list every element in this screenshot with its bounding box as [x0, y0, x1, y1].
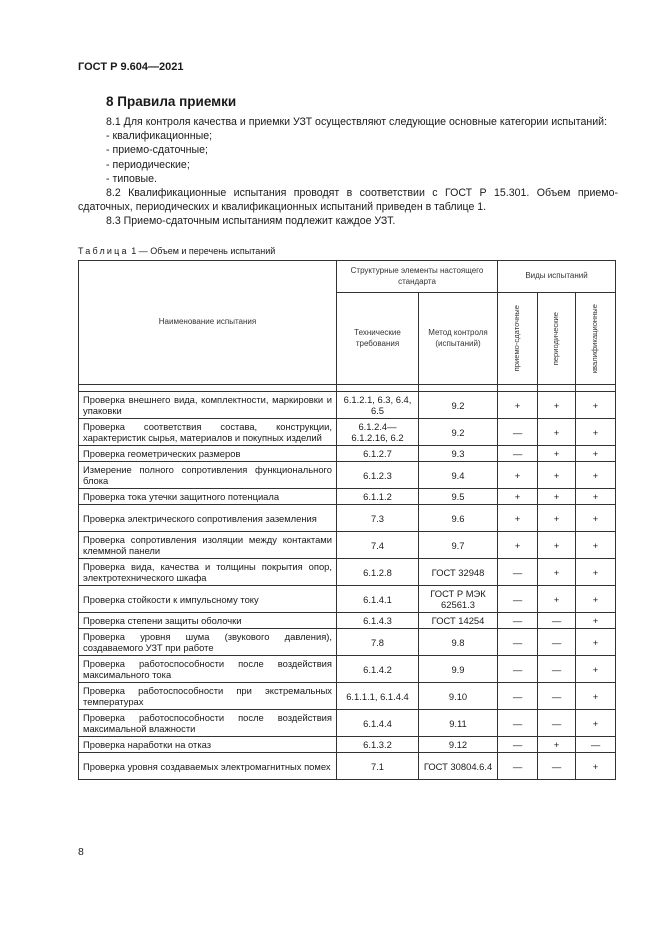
acceptance-cell: —: [498, 419, 538, 446]
acceptance-cell: —: [498, 613, 538, 629]
test-name-cell: Проверка наработки на отказ: [79, 737, 337, 753]
tech-requirements-cell: 6.1.2.1, 6.3, 6.4, 6.5: [337, 392, 419, 419]
periodic-cell: +: [538, 419, 576, 446]
qualification-cell: +: [576, 392, 616, 419]
tech-requirements-cell: 6.1.4.1: [337, 586, 419, 613]
header-control-method: Метод контроля (испытаний): [419, 293, 498, 385]
table-row: [79, 392, 616, 419]
body-text: [78, 115, 618, 229]
qualification-cell: +: [576, 489, 616, 505]
control-method-cell: ГОСТ Р МЭК 62561.3: [419, 586, 498, 613]
acceptance-cell: +: [498, 392, 538, 419]
periodic-cell: +: [538, 737, 576, 753]
table-caption: [78, 246, 275, 256]
periodic-cell: —: [538, 710, 576, 737]
test-name-cell: Проверка уровня шума (звукового давления), создаваемого УЗТ при работе: [79, 629, 337, 656]
section-title: 8 Правила приемки: [106, 94, 237, 109]
header-acceptance: приемо-сдаточные: [512, 305, 522, 372]
acceptance-cell: —: [498, 656, 538, 683]
control-method-cell: 9.2: [419, 419, 498, 446]
qualification-cell: +: [576, 419, 616, 446]
tech-requirements-cell: 6.1.4.2: [337, 656, 419, 683]
acceptance-cell: —: [498, 737, 538, 753]
periodic-cell: +: [538, 532, 576, 559]
control-method-cell: ГОСТ 14254: [419, 613, 498, 629]
qualification-cell: +: [576, 559, 616, 586]
table-row: [79, 419, 616, 446]
acceptance-cell: +: [498, 532, 538, 559]
qualification-cell: —: [576, 737, 616, 753]
qualification-cell: +: [576, 710, 616, 737]
table-row: [79, 586, 616, 613]
tech-requirements-cell: 6.1.2.7: [337, 446, 419, 462]
paragraph-8-1: 8.1 Для контроля качества и приемки УЗТ осуществляют следующие основные категории испытаний:: [106, 116, 608, 128]
table-row: [79, 559, 616, 586]
header-test-types: Виды испытаний: [498, 261, 616, 293]
periodic-cell: +: [538, 586, 576, 613]
tech-requirements-cell: 6.1.1.1, 6.1.4.4: [337, 683, 419, 710]
test-name-cell: Проверка уровня создаваемых электромагнитных помех: [79, 753, 337, 780]
qualification-cell: +: [576, 462, 616, 489]
table-row: [79, 656, 616, 683]
periodic-cell: +: [538, 462, 576, 489]
header-qualification: квалификационные: [590, 303, 600, 374]
control-method-cell: 9.11: [419, 710, 498, 737]
list-item: - периодические;: [106, 158, 190, 171]
control-method-cell: 9.2: [419, 392, 498, 419]
list-item: - квалификационные;: [106, 130, 213, 143]
test-name-cell: Проверка внешнего вида, комплектности, маркировки и упаковки: [79, 392, 337, 419]
qualification-cell: +: [576, 446, 616, 462]
header-test-name: Наименование испытания: [79, 261, 337, 385]
control-method-cell: ГОСТ 32948: [419, 559, 498, 586]
tech-requirements-cell: 7.1: [337, 753, 419, 780]
acceptance-cell: —: [498, 629, 538, 656]
test-name-cell: Проверка работоспособности при экстремальных температурах: [79, 683, 337, 710]
table-row: [79, 753, 616, 780]
table-row: [79, 629, 616, 656]
tech-requirements-cell: 6.1.3.2: [337, 737, 419, 753]
table-row: [79, 446, 616, 462]
document-header: ГОСТ Р 9.604—2021: [78, 61, 184, 73]
control-method-cell: 9.5: [419, 489, 498, 505]
acceptance-cell: —: [498, 683, 538, 710]
test-name-cell: Проверка работоспособности после воздействия максимального тока: [79, 656, 337, 683]
qualification-cell: +: [576, 532, 616, 559]
paragraph-8-3: 8.3 Приемо-сдаточным испытаниям подлежит каждое УЗТ.: [106, 215, 396, 228]
qualification-cell: +: [576, 753, 616, 780]
periodic-cell: +: [538, 559, 576, 586]
list-item: - типовые.: [106, 172, 157, 185]
acceptance-cell: —: [498, 559, 538, 586]
test-name-cell: Проверка работоспособности после воздействия максимальной влажности: [79, 710, 337, 737]
periodic-cell: —: [538, 683, 576, 710]
periodic-cell: —: [538, 613, 576, 629]
test-name-cell: Измерение полного сопротивления функционального блока: [79, 462, 337, 489]
periodic-cell: +: [538, 392, 576, 419]
test-name-cell: Проверка электрического сопротивления заземления: [79, 505, 337, 532]
header-structural-elements: Структурные элементы настоящего стандарта: [337, 261, 498, 293]
acceptance-cell: +: [498, 489, 538, 505]
acceptance-cell: +: [498, 505, 538, 532]
control-method-cell: 9.6: [419, 505, 498, 532]
tech-requirements-cell: 7.3: [337, 505, 419, 532]
qualification-cell: +: [576, 656, 616, 683]
periodic-cell: —: [538, 656, 576, 683]
test-name-cell: Проверка соответствия состава, конструкции, характеристик сырья, материалов и покупных изделий: [79, 419, 337, 446]
test-name-cell: Проверка геометрических размеров: [79, 446, 337, 462]
tech-requirements-cell: 7.4: [337, 532, 419, 559]
test-name-cell: Проверка тока утечки защитного потенциала: [79, 489, 337, 505]
control-method-cell: 9.9: [419, 656, 498, 683]
periodic-cell: —: [538, 753, 576, 780]
tech-requirements-cell: 7.8: [337, 629, 419, 656]
control-method-cell: 9.7: [419, 532, 498, 559]
header-technical-requirements: Технические требования: [337, 293, 419, 385]
tech-requirements-cell: 6.1.2.8: [337, 559, 419, 586]
tech-requirements-cell: 6.1.1.2: [337, 489, 419, 505]
table-row: [79, 710, 616, 737]
table-row: [79, 683, 616, 710]
table-body: [79, 392, 616, 780]
acceptance-cell: —: [498, 586, 538, 613]
qualification-cell: +: [576, 505, 616, 532]
paragraph-8-2: 8.2 Квалификационные испытания проводят в соответствии с ГОСТ Р 15.301. Объем приемо-сдаточных, периодических и квалификационных испытаний приведен в таблице 1.: [78, 187, 618, 214]
table-caption-label: Таблица: [78, 246, 129, 256]
control-method-cell: 9.12: [419, 737, 498, 753]
table-row: [79, 737, 616, 753]
periodic-cell: +: [538, 446, 576, 462]
table-row: [79, 505, 616, 532]
test-name-cell: Проверка степени защиты оболочки: [79, 613, 337, 629]
tech-requirements-cell: 6.1.4.4: [337, 710, 419, 737]
control-method-cell: 9.8: [419, 629, 498, 656]
tech-requirements-cell: 6.1.2.3: [337, 462, 419, 489]
table-row: [79, 532, 616, 559]
qualification-cell: +: [576, 586, 616, 613]
control-method-cell: 9.3: [419, 446, 498, 462]
table-row: [79, 489, 616, 505]
qualification-cell: +: [576, 613, 616, 629]
acceptance-cell: +: [498, 462, 538, 489]
qualification-cell: +: [576, 629, 616, 656]
test-name-cell: Проверка сопротивления изоляции между контактами клеммной панели: [79, 532, 337, 559]
qualification-cell: +: [576, 683, 616, 710]
table-caption-title: 1 — Объем и перечень испытаний: [131, 246, 276, 256]
acceptance-cell: —: [498, 710, 538, 737]
tests-table: [78, 260, 616, 780]
tech-requirements-cell: 6.1.4.3: [337, 613, 419, 629]
acceptance-cell: —: [498, 446, 538, 462]
control-method-cell: 9.10: [419, 683, 498, 710]
test-name-cell: Проверка вида, качества и толщины покрытия опор, электротехнического шкафа: [79, 559, 337, 586]
control-method-cell: ГОСТ 30804.6.4: [419, 753, 498, 780]
table-row: [79, 613, 616, 629]
periodic-cell: —: [538, 629, 576, 656]
acceptance-cell: —: [498, 753, 538, 780]
periodic-cell: +: [538, 489, 576, 505]
list-item: - приемо-сдаточные;: [106, 144, 208, 157]
page-number: 8: [78, 846, 84, 858]
periodic-cell: +: [538, 505, 576, 532]
header-periodic: периодические: [551, 311, 561, 366]
table-row: [79, 462, 616, 489]
control-method-cell: 9.4: [419, 462, 498, 489]
test-name-cell: Проверка стойкости к импульсному току: [79, 586, 337, 613]
tech-requirements-cell: 6.1.2.4— 6.1.2.16, 6.2: [337, 419, 419, 446]
